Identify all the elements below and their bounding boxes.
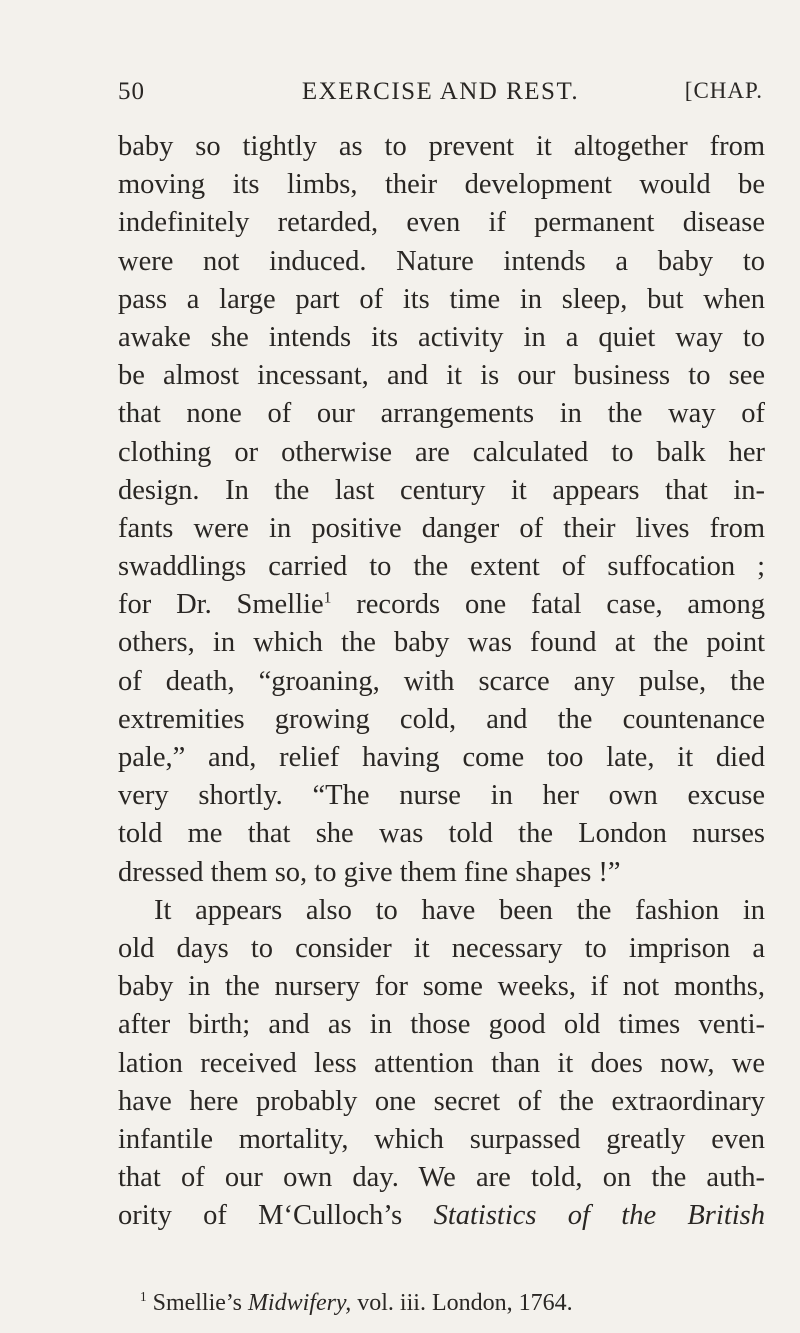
running-title: EXERCISE AND REST. (301, 78, 580, 105)
text-line: were not induced. Nature intends a baby to (118, 245, 765, 277)
text-line: baby in the nursery for some weeks, if not months, (118, 971, 765, 1003)
chapter-marker: [CHAP. (684, 78, 763, 103)
text-line: infantile mortality, which surpassed greatly even (118, 1123, 765, 1155)
text-line: pass a large part of its time in sleep, but when (118, 283, 765, 315)
text-line: dressed them so, to give them fine shapes !” (118, 856, 621, 888)
footnote-marker: 1 (140, 1289, 147, 1304)
footnote-reference: 1 (323, 589, 332, 607)
footnote-work-title: Midwifery, (247, 1290, 352, 1316)
text-line: others, in which the baby was found at the point (118, 627, 765, 659)
text-line: fants were in positive danger of their lives from (118, 512, 765, 544)
text-line: moving its limbs, their development would be (118, 169, 765, 201)
text-line: old days to consider it necessary to imprison a (118, 932, 765, 964)
text-line: clothing or otherwise are calculated to balk her (118, 436, 765, 468)
text-segment: ority of M‘Culloch’s (118, 1200, 403, 1232)
body-text (118, 128, 765, 1235)
footnote (118, 1286, 765, 1320)
text-line: awake she intends its activity in a quiet way to (118, 321, 765, 353)
text-segment: records one fatal case, among (356, 589, 766, 621)
text-line: extremities growing cold, and the countenance (118, 703, 765, 735)
text-line-with-footnote-ref (118, 586, 765, 624)
text-line: that of our own day. We are told, on the auth- (118, 1162, 765, 1194)
paragraph-start-line: It appears also to have been the fashion in (154, 894, 765, 926)
text-line: of death, “groaning, with scarce any pulse, the (118, 665, 765, 697)
text-line: indefinitely retarded, even if permanent disease (118, 207, 765, 239)
text-line: that none of our arrangements in the way of (118, 398, 765, 430)
text-line: design. In the last century it appears that in- (118, 474, 765, 506)
text-line-with-italic-title (118, 1197, 765, 1235)
text-line: very shortly. “The nurse in her own excuse (118, 780, 765, 812)
text-line: after birth; and as in those good old times venti- (118, 1009, 765, 1041)
text-line: baby so tightly as to prevent it altogether from (118, 131, 765, 162)
text-line: pale,” and, relief having come too late, it died (118, 742, 765, 773)
text-line: have here probably one secret of the extraordinary (118, 1085, 765, 1117)
italic-book-title: Statistics of the British (433, 1200, 765, 1232)
text-line: swaddlings carried to the extent of suffocation ; (118, 551, 765, 583)
footnote-citation: vol. iii. London, 1764. (357, 1290, 573, 1316)
text-line: lation received less attention than it does now, we (118, 1047, 765, 1079)
running-head (118, 78, 763, 112)
text-segment: for Dr. Smellie (118, 589, 324, 621)
footnote-author: Smellie’s (152, 1290, 242, 1316)
text-line: told me that she was told the London nurses (118, 818, 765, 850)
page-number: 50 (118, 78, 145, 105)
text-line: be almost incessant, and it is our business to see (118, 360, 765, 392)
